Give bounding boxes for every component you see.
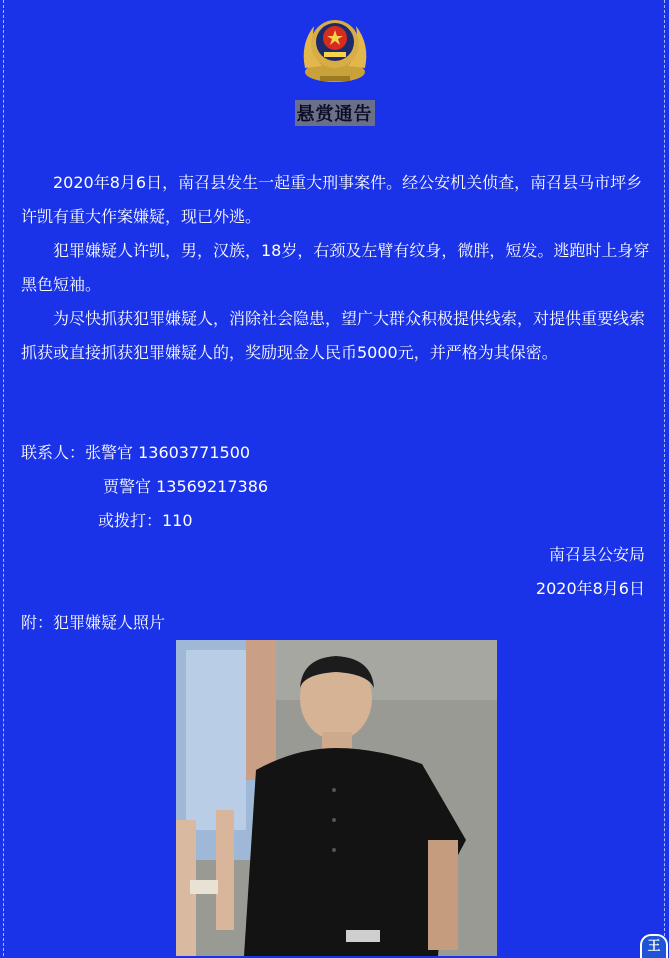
notice-paragraph-3: 为尽快抓获犯罪嫌疑人，消除社会隐患，望广大群众积极提供线索，对提供重要线索抓获或直接抓获犯罪嫌疑人的，奖励现金人民币5000元，并严格为其保密。 [21,309,646,362]
suspect-photo [176,640,497,956]
contact-line-3: 或拨打：110 [98,511,193,530]
attachment-label: 附：犯罪嫌疑人照片 [21,613,166,632]
contact-line-1: 联系人：张警官 13603771500 [21,443,251,462]
signature-org: 南召县公安局 [548,545,645,564]
notice-title [0,100,669,126]
notice-body [21,166,653,370]
police-emblem-icon [296,8,374,86]
signature-date: 2020年8月6日 [535,579,645,598]
notice-paragraph-2: 犯罪嫌疑人许凯，男，汉族，18岁，右颈及左臂有纹身，微胖，短发。逃跑时上身穿黑色短袖。 [21,241,650,294]
contact-line-2: 贾警官 13569217386 [103,477,269,496]
watermark-badge: 王 [640,934,668,958]
notice-title-text: 悬赏通告 [295,100,375,126]
notice-paragraph-1: 2020年8月6日，南召县发生一起重大刑事案件。经公安机关侦查，南召县马市坪乡许凯有重大作案嫌疑，现已外逃。 [21,173,643,226]
suspect-photo-illustration [176,640,497,956]
